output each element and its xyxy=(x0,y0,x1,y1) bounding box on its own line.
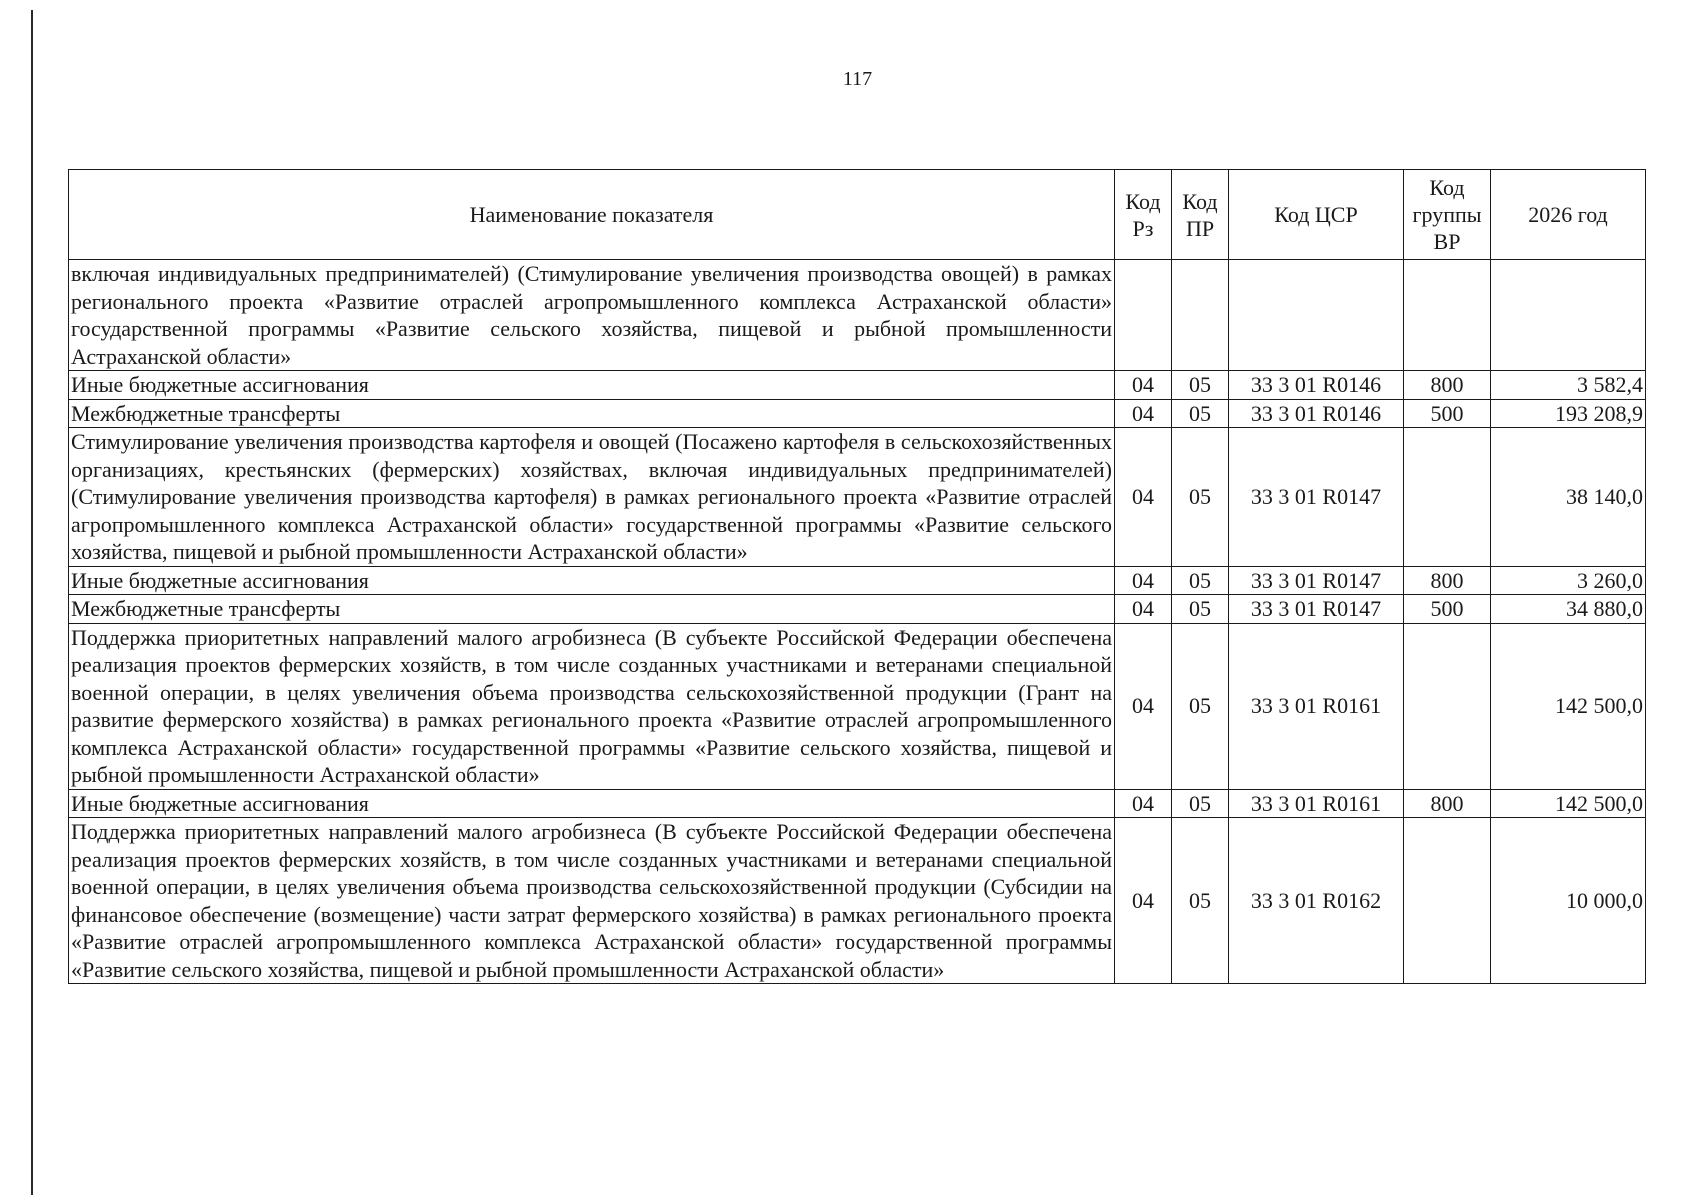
row-rz: 04 xyxy=(1115,428,1172,567)
table-row xyxy=(69,595,1646,624)
row-pr: 05 xyxy=(1172,428,1229,567)
row-amount: 38 140,0 xyxy=(1491,428,1646,567)
row-csr: 33 3 01 R0146 xyxy=(1229,371,1404,400)
table-header-row xyxy=(69,170,1646,260)
header-pr: Код ПР xyxy=(1172,170,1229,260)
binding-margin-line xyxy=(31,10,33,1195)
table-row xyxy=(69,818,1646,984)
row-vr: 800 xyxy=(1404,566,1491,595)
row-pr: 05 xyxy=(1172,371,1229,400)
row-name: Стимулирование увеличения производства картофеля и овощей (Посажено картофеля в сельскохозяйственных организациях, крестьянских (фермерских) хозяйствах, включая индивидуальных предпринимателей) (Стимулирование увеличения производства картофеля) в рамках регионального проекта «Развитие отраслей агропромышленного комплекса Астраханской области» государственной программы «Развитие сельского хозяйства, пищевой и рыбной промышленности Астраханской области» xyxy=(69,428,1115,567)
row-name: Поддержка приоритетных направлений малого агробизнеса (В субъекте Российской Федерации обеспечена реализация проектов фермерских хозяйств, в том числе созданных участниками и ветеранами специальной военной операции, в целях увеличения объема производства сельскохозяйственной продукции (Субсидии на финансовое обеспечение (возмещение) части затрат фермерского хозяйства) в рамках регионального проекта «Развитие отраслей агропромышленного комплекса Астраханской области» государственной программы «Развитие сельского хозяйства, пищевой и рыбной промышленности Астраханской области» xyxy=(69,818,1115,984)
row-vr xyxy=(1404,260,1491,371)
row-csr xyxy=(1229,260,1404,371)
row-amount: 34 880,0 xyxy=(1491,595,1646,624)
table-row xyxy=(69,260,1646,371)
header-vr: Код группы ВР xyxy=(1404,170,1491,260)
row-pr: 05 xyxy=(1172,399,1229,428)
budget-table xyxy=(68,169,1646,984)
row-rz: 04 xyxy=(1115,623,1172,789)
row-rz: 04 xyxy=(1115,371,1172,400)
header-amount: 2026 год xyxy=(1491,170,1646,260)
table-row xyxy=(69,371,1646,400)
row-rz: 04 xyxy=(1115,818,1172,984)
header-name: Наименование показателя xyxy=(69,170,1115,260)
row-csr: 33 3 01 R0162 xyxy=(1229,818,1404,984)
row-csr: 33 3 01 R0147 xyxy=(1229,566,1404,595)
row-csr: 33 3 01 R0147 xyxy=(1229,428,1404,567)
row-amount: 193 208,9 xyxy=(1491,399,1646,428)
row-csr: 33 3 01 R0147 xyxy=(1229,595,1404,624)
row-vr: 800 xyxy=(1404,371,1491,400)
row-rz: 04 xyxy=(1115,566,1172,595)
row-amount: 142 500,0 xyxy=(1491,623,1646,789)
row-pr: 05 xyxy=(1172,623,1229,789)
row-csr: 33 3 01 R0161 xyxy=(1229,623,1404,789)
row-csr: 33 3 01 R0146 xyxy=(1229,399,1404,428)
row-vr: 500 xyxy=(1404,595,1491,624)
row-name: включая индивидуальных предпринимателей) (Стимулирование увеличения производства овощей) в рамках регионального проекта «Развитие отраслей агропромышленного комплекса Астраханской области» государственной программы «Развитие сельского хозяйства, пищевой и рыбной промышленности Астраханской области» xyxy=(69,260,1115,371)
row-pr: 05 xyxy=(1172,566,1229,595)
table-row xyxy=(69,399,1646,428)
row-rz: 04 xyxy=(1115,399,1172,428)
row-amount: 3 582,4 xyxy=(1491,371,1646,400)
row-rz: 04 xyxy=(1115,595,1172,624)
row-amount: 10 000,0 xyxy=(1491,818,1646,984)
header-csr: Код ЦСР xyxy=(1229,170,1404,260)
row-name: Межбюджетные трансферты xyxy=(69,595,1115,624)
row-name: Иные бюджетные ассигнования xyxy=(69,789,1115,818)
table-row xyxy=(69,623,1646,789)
row-pr: 05 xyxy=(1172,595,1229,624)
row-name: Межбюджетные трансферты xyxy=(69,399,1115,428)
row-rz: 04 xyxy=(1115,789,1172,818)
row-vr: 800 xyxy=(1404,789,1491,818)
row-pr: 05 xyxy=(1172,818,1229,984)
row-amount xyxy=(1491,260,1646,371)
row-vr xyxy=(1404,818,1491,984)
table-row xyxy=(69,428,1646,567)
row-amount: 3 260,0 xyxy=(1491,566,1646,595)
row-name: Иные бюджетные ассигнования xyxy=(69,371,1115,400)
row-vr: 500 xyxy=(1404,399,1491,428)
row-name: Иные бюджетные ассигнования xyxy=(69,566,1115,595)
header-rz: Код Рз xyxy=(1115,170,1172,260)
row-vr xyxy=(1404,428,1491,567)
page-number: 117 xyxy=(842,68,873,90)
table-row xyxy=(69,566,1646,595)
row-name: Поддержка приоритетных направлений малого агробизнеса (В субъекте Российской Федерации обеспечена реализация проектов фермерских хозяйств, в том числе созданных участниками и ветеранами специальной военной операции, в целях увеличения объема производства сельскохозяйственной продукции (Грант на развитие фермерского хозяйства) в рамках регионального проекта «Развитие отраслей агропромышленного комплекса Астраханской области» государственной программы «Развитие сельского хозяйства, пищевой и рыбной промышленности Астраханской области» xyxy=(69,623,1115,789)
row-rz xyxy=(1115,260,1172,371)
row-pr xyxy=(1172,260,1229,371)
row-csr: 33 3 01 R0161 xyxy=(1229,789,1404,818)
row-vr xyxy=(1404,623,1491,789)
table-row xyxy=(69,789,1646,818)
row-amount: 142 500,0 xyxy=(1491,789,1646,818)
row-pr: 05 xyxy=(1172,789,1229,818)
